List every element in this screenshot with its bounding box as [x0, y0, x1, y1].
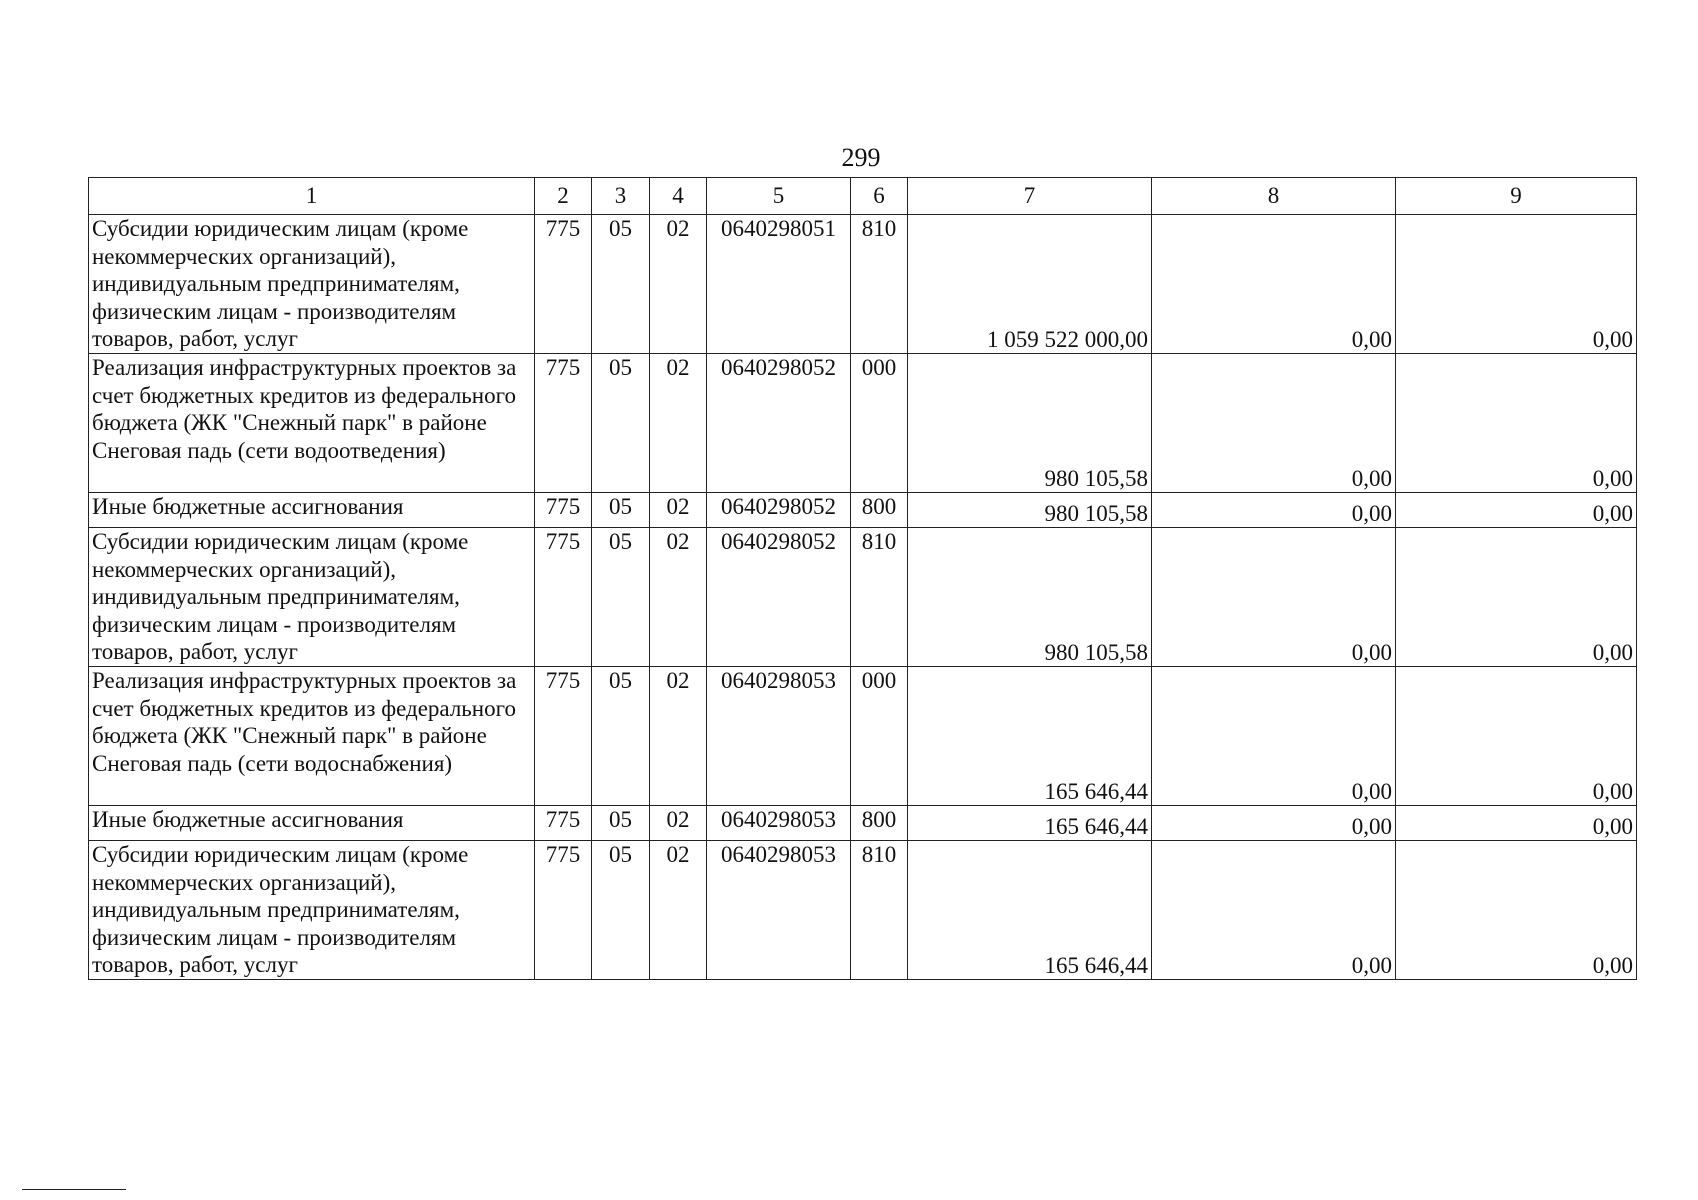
row-amount-9: 0,00	[1396, 215, 1637, 354]
row-code-3: 05	[592, 215, 650, 354]
row-description: Иные бюджетные ассигнования	[89, 806, 535, 841]
row-code-2: 775	[535, 354, 592, 493]
row-description: Субсидии юридическим лицам (кроме некоммерческих организаций), индивидуальным предпринимателям, физическим лицам - производителям товаров, работ, услуг	[89, 528, 535, 667]
column-header-7: 7	[908, 178, 1152, 215]
row-amount-9: 0,00	[1396, 493, 1637, 528]
row-amount-8: 0,00	[1152, 667, 1396, 806]
column-header-3: 3	[592, 178, 650, 215]
row-description: Субсидии юридическим лицам (кроме некоммерческих организаций), индивидуальным предпринимателям, физическим лицам - производителям товаров, работ, услуг	[89, 215, 535, 354]
row-code-2: 775	[535, 841, 592, 980]
row-code-6: 810	[851, 528, 908, 667]
row-code-2: 775	[535, 667, 592, 806]
row-code-4: 02	[650, 215, 707, 354]
table-row	[89, 493, 1637, 528]
row-description: Реализация инфраструктурных проектов за счет бюджетных кредитов из федерального бюджета (ЖК "Снежный парк" в районе Снеговая падь (сети водоотведения)	[89, 354, 535, 493]
row-code-5: 0640298052	[707, 493, 851, 528]
column-header-5: 5	[707, 178, 851, 215]
column-header-2: 2	[535, 178, 592, 215]
row-code-5: 0640298053	[707, 841, 851, 980]
row-amount-7: 165 646,44	[908, 806, 1152, 841]
row-code-6: 800	[851, 493, 908, 528]
row-amount-8: 0,00	[1152, 493, 1396, 528]
row-code-2: 775	[535, 215, 592, 354]
row-code-6: 000	[851, 354, 908, 493]
row-code-2: 775	[535, 528, 592, 667]
table-row	[89, 806, 1637, 841]
row-code-6: 000	[851, 667, 908, 806]
row-description: Реализация инфраструктурных проектов за счет бюджетных кредитов из федерального бюджета (ЖК "Снежный парк" в районе Снеговая падь (сети водоснабжения)	[89, 667, 535, 806]
row-amount-8: 0,00	[1152, 806, 1396, 841]
row-code-4: 02	[650, 667, 707, 806]
row-amount-9: 0,00	[1396, 841, 1637, 980]
row-code-5: 0640298052	[707, 354, 851, 493]
row-code-4: 02	[650, 493, 707, 528]
column-header-1: 1	[89, 178, 535, 215]
row-amount-9: 0,00	[1396, 354, 1637, 493]
row-amount-8: 0,00	[1152, 354, 1396, 493]
row-amount-9: 0,00	[1396, 528, 1637, 667]
row-code-3: 05	[592, 493, 650, 528]
row-code-3: 05	[592, 806, 650, 841]
row-code-6: 810	[851, 215, 908, 354]
column-header-8: 8	[1152, 178, 1396, 215]
row-amount-7: 1 059 522 000,00	[908, 215, 1152, 354]
row-amount-7: 165 646,44	[908, 667, 1152, 806]
row-amount-7: 165 646,44	[908, 841, 1152, 980]
row-code-5: 0640298053	[707, 667, 851, 806]
row-code-4: 02	[650, 841, 707, 980]
page-number: 299	[841, 143, 881, 172]
header-row	[89, 178, 1637, 215]
column-header-9: 9	[1396, 178, 1637, 215]
row-code-4: 02	[650, 354, 707, 493]
column-header-6: 6	[851, 178, 908, 215]
row-code-3: 05	[592, 354, 650, 493]
row-code-6: 810	[851, 841, 908, 980]
row-amount-9: 0,00	[1396, 806, 1637, 841]
row-code-6: 800	[851, 806, 908, 841]
row-amount-8: 0,00	[1152, 841, 1396, 980]
row-code-2: 775	[535, 493, 592, 528]
row-description: Иные бюджетные ассигнования	[89, 493, 535, 528]
row-code-4: 02	[650, 528, 707, 667]
row-code-3: 05	[592, 841, 650, 980]
row-code-3: 05	[592, 667, 650, 806]
footnote-divider	[22, 1189, 126, 1190]
row-code-5: 0640298052	[707, 528, 851, 667]
row-amount-9: 0,00	[1396, 667, 1637, 806]
table-row	[89, 354, 1637, 493]
column-header-4: 4	[650, 178, 707, 215]
row-code-3: 05	[592, 528, 650, 667]
row-code-4: 02	[650, 806, 707, 841]
budget-table	[88, 177, 1637, 980]
row-amount-8: 0,00	[1152, 528, 1396, 667]
row-code-2: 775	[535, 806, 592, 841]
table-row	[89, 528, 1637, 667]
table-row	[89, 215, 1637, 354]
row-amount-7: 980 105,58	[908, 354, 1152, 493]
table-row	[89, 667, 1637, 806]
row-amount-7: 980 105,58	[908, 528, 1152, 667]
row-code-5: 0640298051	[707, 215, 851, 354]
row-code-5: 0640298053	[707, 806, 851, 841]
row-amount-7: 980 105,58	[908, 493, 1152, 528]
row-amount-8: 0,00	[1152, 215, 1396, 354]
table-row	[89, 841, 1637, 980]
row-description: Субсидии юридическим лицам (кроме некоммерческих организаций), индивидуальным предпринимателям, физическим лицам - производителям товаров, работ, услуг	[89, 841, 535, 980]
